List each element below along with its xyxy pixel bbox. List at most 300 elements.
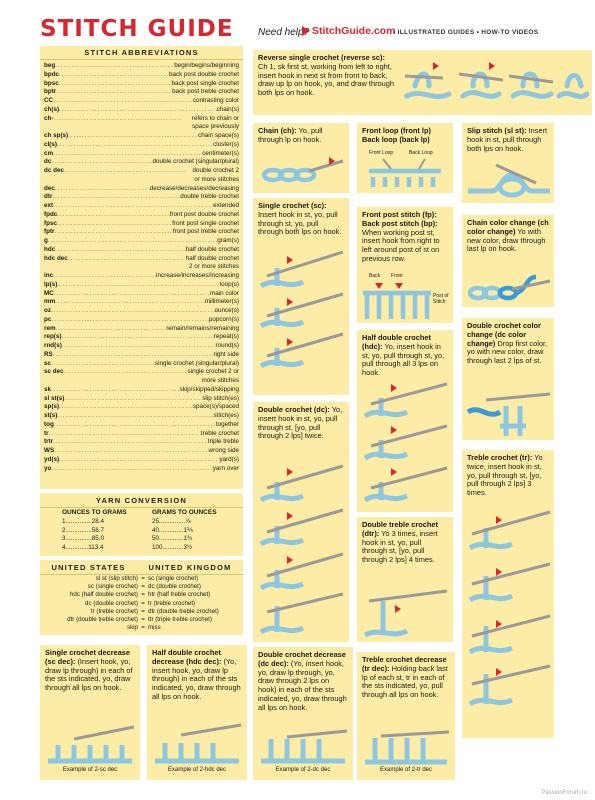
dc-cc-body: Drop first color, yo with new color, draw through last 2 lps of st. — [467, 338, 548, 366]
oz-row: 2...............56.7 — [62, 526, 104, 534]
abbreviation-row — [44, 465, 239, 474]
abbreviation-row — [44, 333, 239, 342]
abbreviation-value: ounce(s) — [214, 307, 239, 314]
abbreviation-value: right side — [213, 350, 239, 358]
leader-dots — [59, 456, 219, 465]
abbreviation-row — [44, 456, 239, 465]
abbreviation-row — [44, 430, 239, 439]
arrow-icon — [302, 26, 310, 36]
leader-dots — [52, 193, 180, 202]
abbreviation-key: tog — [44, 420, 54, 428]
tr-illustration — [466, 508, 552, 734]
slip-stitch-text — [462, 123, 554, 153]
term-row — [40, 583, 219, 591]
equals-sign: = — [141, 591, 145, 599]
fp-illustration — [361, 281, 433, 321]
equals-sign: = — [141, 616, 145, 624]
abbreviation-value: half double crochet — [185, 245, 239, 253]
abbreviation-key: bptr — [44, 88, 57, 96]
abbreviation-value: front post treble crochet — [172, 228, 239, 236]
abbreviation-row — [44, 246, 239, 255]
g-row: 50..............1¾ — [152, 535, 193, 543]
us-term: tr (treble crochet) — [90, 607, 138, 615]
dtr-body: Yo 3 times, insert hook in st, yo, pull through st, [yo, pull through 2 lps] 4 times. — [362, 528, 438, 565]
abbreviation-row — [44, 403, 239, 412]
post-label: Post of Stitch — [433, 293, 449, 305]
abbreviation-row — [44, 368, 239, 386]
abbreviation-key: tr — [44, 429, 49, 437]
abbreviation-key: dc dec — [44, 167, 64, 174]
reverse-sc-body: Ch 1, sk first st, working from left to right, insert hook in next st from front to back, draw up lp on hook, yo, and draw through both lps on hook. — [258, 61, 394, 98]
abbreviation-value: chain space(s) — [198, 132, 239, 139]
reverse-sc-title: Reverse single crochet (reverse sc): — [258, 53, 385, 62]
abbreviation-key: sc dec — [44, 368, 64, 376]
card-reverse-sc — [253, 50, 592, 115]
abbreviation-key: beg — [44, 62, 56, 69]
slip-stitch-title: Slip stitch (sl st): — [467, 126, 527, 135]
abbreviation-value: back post single crochet — [171, 79, 239, 87]
abbreviation-key: bpsc — [44, 79, 59, 87]
uk-term: dtr (double treble crochet) — [148, 607, 219, 615]
leader-dots — [64, 395, 202, 404]
uk-term: htr (half treble crochet) — [148, 591, 211, 599]
uk-term: ttr (triple treble crochet) — [148, 616, 212, 624]
abbreviation-row — [44, 342, 239, 351]
dc-dec-body: (Yo, insert hook, yo, draw lp through, yo, draw through 2 lps on hook) in each of the sts indicated, yo, draw through all lps on hook. — [258, 658, 347, 712]
abbreviation-key: g — [44, 237, 48, 244]
equals-sign: = — [141, 624, 145, 632]
leader-dots — [64, 167, 186, 185]
abbreviation-row — [44, 150, 239, 159]
abbreviation-row — [44, 167, 239, 185]
dc-cc-illustration — [466, 390, 552, 438]
chain-title: Chain (ch): — [258, 126, 297, 135]
abbreviation-value: single crochet 2 or more stitches — [187, 368, 239, 384]
hdc-title: Half double crochet (hdc): — [362, 333, 431, 351]
leader-dots — [57, 211, 169, 220]
us-term: sl st (slip stitch) — [95, 575, 138, 582]
equals-sign: = — [141, 583, 145, 591]
abbreviation-key: fpdc — [44, 210, 58, 218]
abbreviation-value: extended — [213, 202, 239, 209]
abbreviation-key: hdc dec — [44, 254, 68, 262]
leader-dots — [51, 316, 209, 325]
oz-row: 1...............28.4 — [62, 518, 104, 526]
chain-body: Yo, pull through lp on hook. — [258, 126, 323, 144]
abbreviation-row — [44, 360, 239, 369]
card-front-post — [357, 207, 453, 323]
abbreviation-value: wrong side — [208, 447, 239, 454]
tr-dec-illustration — [361, 730, 451, 766]
abbreviation-value: front post single crochet — [172, 219, 239, 227]
abbreviation-row — [44, 141, 239, 150]
abbreviation-key: hdc — [44, 245, 56, 253]
leader-dots — [53, 438, 208, 447]
tr-dec-text — [357, 652, 455, 700]
abbreviation-key: sp(s) — [44, 403, 60, 411]
header-links: • ILLUSTRATED GUIDES • HOW-TO VIDEOS — [393, 29, 539, 36]
leader-dots — [54, 421, 216, 430]
abbreviation-row — [44, 158, 239, 167]
leader-dots — [51, 360, 155, 369]
need-help-text: Need help? — [258, 27, 310, 38]
uk-term: tr (treble crochet) — [148, 599, 196, 607]
us-term: hdc (half double crochet) — [69, 591, 138, 599]
hdc-dec-text — [147, 645, 247, 702]
abbreviation-value: cluster(s) — [213, 140, 239, 148]
hdc-dec-illustration — [151, 721, 243, 765]
sc-dec-text — [40, 645, 140, 693]
us-term: dc (double crochet) — [85, 599, 138, 607]
abbreviation-row — [44, 185, 239, 194]
hdc-dec-caption: Example of 2-hdc dec — [167, 767, 227, 773]
leader-dots — [68, 132, 198, 141]
leader-dots — [53, 150, 202, 159]
terms-list — [40, 575, 219, 632]
abbreviation-key: lp(s) — [44, 280, 58, 288]
abbreviation-key: WS — [44, 447, 55, 454]
equals-sign: = — [141, 607, 145, 615]
tr-dec-body: Holding back last lp of each st, tr in each of the sts indicated, yo, pull through all lps on hook. — [362, 663, 448, 700]
leader-dots — [57, 412, 213, 421]
abbreviation-row — [44, 298, 239, 307]
sc-body: Insert hook in st, yo, pull through st, yo, pull through both lps on hook. — [258, 209, 342, 237]
leader-dots — [55, 185, 150, 194]
leader-dots — [59, 106, 217, 115]
leader-dots — [51, 465, 212, 474]
abbreviation-key: ch sp(s) — [44, 132, 69, 139]
abbreviation-value: popcorn(s) — [208, 315, 239, 323]
abbreviation-key: mm — [44, 298, 56, 306]
back-label: Back — [369, 273, 381, 279]
leader-dots — [55, 62, 174, 71]
abbreviation-row — [44, 106, 239, 115]
ch-cc-title: Chain color change (ch color change) — [467, 218, 549, 236]
leader-dots — [49, 430, 201, 439]
leader-dots — [51, 386, 179, 395]
grams-heading: GRAMS TO OUNCES — [152, 509, 217, 516]
abbreviation-key: sk — [44, 385, 52, 393]
leader-dots — [53, 351, 214, 360]
uk-heading: UNITED KINGDOM — [148, 563, 232, 572]
us-term: dtr (double treble crochet) — [67, 616, 138, 624]
abbreviation-key: oz — [44, 307, 51, 314]
fp-title: Front post stitch (fp): Back post stitch (bp): — [362, 210, 438, 228]
yarn-conversion-panel — [40, 493, 243, 556]
abbreviation-row — [44, 132, 239, 141]
abbreviation-value: chain(s) — [216, 105, 239, 113]
leader-dots — [64, 368, 186, 386]
card-sc-decrease — [40, 645, 140, 780]
dtr-illustration — [361, 587, 449, 639]
abbreviation-row — [44, 438, 239, 447]
abbreviation-row — [44, 281, 239, 290]
front-label: Front — [391, 273, 403, 279]
card-slip-stitch — [462, 123, 554, 203]
ounces-heading: OUNCES TO GRAMS — [62, 509, 127, 516]
sc-illustration — [257, 246, 345, 392]
abbreviation-value: double treble crochet — [180, 193, 239, 201]
abbreviation-row — [44, 211, 239, 220]
abbreviation-key: inc — [44, 272, 54, 279]
card-double-treble-crochet — [357, 517, 453, 642]
abbreviation-value: slip stitch(es) — [202, 394, 239, 402]
card-chain — [253, 123, 349, 193]
leader-dots — [53, 202, 213, 211]
abbreviation-value: decrease/decreases/decreasing — [149, 184, 239, 192]
abbreviation-value: gram(s) — [217, 237, 239, 244]
loop-text — [357, 123, 453, 145]
abbreviation-key: sc — [44, 359, 52, 367]
ounces-to-grams — [62, 509, 127, 552]
abbreviation-row — [44, 115, 239, 133]
abbreviation-value: double crochet (singular/plural) — [152, 158, 239, 166]
sc-dec-body: (Insert hook, yo, draw lp through) in each of the sts indicated, yo, draw through all lps on hook. — [45, 656, 133, 693]
abbreviation-row — [44, 272, 239, 281]
g-row: 100............3½ — [152, 543, 193, 551]
leader-dots — [59, 71, 169, 80]
yarn-conversion-title: YARN CONVERSION — [40, 496, 243, 508]
fp-text — [357, 207, 453, 264]
us-heading: UNITED STATES — [51, 563, 126, 572]
hdc-text — [357, 330, 453, 378]
tr-text — [462, 450, 554, 498]
dc-title: Double crochet (dc): — [258, 405, 330, 414]
abbreviation-key: ch(s) — [44, 105, 60, 113]
g-row: 25...............⅞ — [152, 518, 191, 526]
abbreviation-value: yard(s) — [219, 455, 239, 463]
abbreviation-key: rep(s) — [44, 333, 62, 341]
leader-dots — [53, 115, 180, 133]
abbreviation-key: ch- — [44, 114, 54, 122]
leader-dots — [56, 325, 167, 334]
leader-dots — [57, 281, 219, 290]
abbreviation-value: single crochet (singular/plural) — [155, 359, 239, 367]
ch-cc-illustration — [466, 271, 552, 305]
term-row — [40, 608, 219, 616]
leader-dots — [53, 97, 193, 106]
abbreviation-row — [44, 255, 239, 273]
abbreviation-row — [44, 88, 239, 97]
abbreviation-value: contrasting color — [192, 97, 239, 104]
card-dc-decrease — [253, 647, 353, 780]
grams-to-ounces — [152, 509, 217, 552]
abbreviation-row — [44, 193, 239, 202]
leader-dots — [51, 307, 215, 316]
leader-dots — [62, 342, 216, 351]
term-row — [40, 600, 219, 608]
abbreviation-value: repeat(s) — [213, 333, 239, 341]
abbreviation-row — [44, 307, 239, 316]
slip-stitch-body: Insert hook in st, pull through both lps on hook. — [467, 126, 548, 153]
uk-term: dc (double crochet) — [148, 583, 201, 591]
page-title: STITCH GUIDE — [40, 16, 234, 42]
sc-dec-illustration — [44, 721, 136, 765]
reverse-sc-illustration — [403, 56, 589, 112]
oz-row: 4.............113.4 — [62, 543, 104, 551]
slip-stitch-illustration — [466, 161, 552, 201]
chain-illustration — [259, 153, 345, 189]
abbreviation-row — [44, 97, 239, 106]
abbreviation-value: triple treble — [207, 438, 239, 446]
oz-row: 3...............85.0 — [62, 535, 104, 543]
leader-dots — [56, 88, 172, 97]
abbreviation-row — [44, 228, 239, 237]
abbreviation-key: cl(s) — [44, 140, 57, 148]
dc-dec-text — [253, 647, 353, 713]
abbreviation-value: treble crochet — [200, 429, 239, 437]
abbreviation-value: loop(s) — [219, 280, 239, 288]
tr-dec-caption: Example of 2-tr dec — [379, 767, 433, 773]
abbreviation-key: rem — [44, 324, 56, 332]
abbreviation-row — [44, 316, 239, 325]
card-double-crochet — [253, 402, 349, 642]
loop-illustration — [363, 157, 449, 189]
dc-dec-caption: Example of 2-dc dec — [275, 767, 331, 773]
card-chain-color-change — [462, 215, 554, 307]
abbreviation-row — [44, 62, 239, 71]
equals-sign: = — [141, 575, 145, 582]
us-uk-header — [40, 563, 243, 575]
g-row: 40..............1⅖ — [152, 526, 194, 534]
leader-dots — [54, 447, 208, 456]
us-uk-panel — [40, 560, 243, 635]
abbreviation-value: together — [215, 420, 239, 428]
ch-cc-text — [462, 215, 554, 254]
ch-cc-body: Yo with new color, draw through last lp on hook. — [467, 226, 546, 254]
hdc-dec-title: Half double crochet decrease (hdc dec): — [152, 648, 222, 666]
abbreviation-key: dtr — [44, 193, 53, 201]
abbreviation-row — [44, 395, 239, 404]
abbreviation-value: yarn over — [212, 464, 239, 472]
hdc-body: Yo, insert hook in st, yo, pull through st, yo, pull through all 3 lps on hook. — [362, 341, 445, 378]
tr-body: Yo twice, insert hook in st, yo, pull through st, [yo, pull through 2 lps] 3 times. — [467, 453, 543, 498]
leader-dots — [59, 403, 193, 412]
abbreviation-key: CC — [44, 97, 54, 104]
abbreviations-title: STITCH ABBREVIATIONS — [40, 48, 243, 60]
term-row — [40, 591, 219, 599]
leader-dots — [68, 255, 184, 273]
abbreviation-key: ext — [44, 202, 54, 209]
leader-dots — [48, 237, 217, 246]
abbreviation-key: dec — [44, 184, 55, 192]
abbreviation-key: yd(s) — [44, 455, 60, 463]
leader-dots — [53, 272, 156, 281]
abbreviation-value: double crochet 2 or more stitches — [192, 167, 239, 183]
leader-dots — [57, 141, 213, 150]
abbreviation-value: begin/begins/beginning — [174, 62, 239, 69]
abbreviation-value: back post double crochet — [168, 70, 239, 78]
abbreviation-value: main color — [209, 289, 239, 297]
abbreviation-key: fptr — [44, 228, 55, 236]
card-front-back-loop — [357, 123, 453, 193]
leader-dots — [55, 298, 205, 307]
abbreviation-value: stitch(es) — [213, 412, 239, 419]
abbreviation-row — [44, 351, 239, 360]
abbreviation-key: trtr — [44, 438, 54, 446]
term-row — [40, 616, 219, 624]
abbreviation-row — [44, 447, 239, 456]
abbreviation-key: yo — [44, 464, 52, 472]
hdc-dec-body: (Yo, insert hook, yo, draw lp through) in each of the sts indicated, yo, draw through all lps on hook. — [152, 656, 241, 701]
abbreviation-value: increase/increases/increasing — [156, 272, 239, 279]
leader-dots — [57, 220, 172, 229]
dc-illustration — [257, 460, 345, 640]
abbreviation-row — [44, 237, 239, 246]
uk-term: miss — [148, 624, 161, 632]
abbreviation-row — [44, 325, 239, 334]
us-term: sc (single crochet) — [87, 583, 138, 591]
abbreviation-value: centimeter(s) — [202, 149, 239, 157]
abbreviation-row — [44, 220, 239, 229]
dc-text — [253, 402, 349, 441]
chain-text — [253, 123, 349, 145]
front-loop-label: Front Loop — [369, 150, 394, 156]
leader-dots — [55, 228, 173, 237]
leader-dots — [59, 80, 172, 89]
site-name: StitchGuide.com — [312, 25, 396, 37]
sc-dec-title: Single crochet decrease (sc dec): — [45, 648, 131, 666]
abbreviation-value: back post treble crochet — [172, 88, 239, 96]
back-loop-label: Back Loop — [409, 150, 433, 156]
abbreviation-row — [44, 202, 239, 211]
abbreviation-row — [44, 71, 239, 80]
abbreviation-key: sl st(s) — [44, 394, 65, 402]
card-hdc-decrease — [147, 645, 247, 780]
dtr-text — [357, 517, 453, 565]
abbreviation-row — [44, 421, 239, 430]
card-treble-crochet — [462, 450, 554, 738]
abbreviation-row — [44, 290, 239, 299]
abbreviation-value: space(s)/spaced — [192, 403, 239, 411]
dc-cc-title: Double crochet color change (dc color change) — [467, 321, 541, 348]
term-row — [40, 624, 219, 632]
card-single-crochet — [253, 198, 349, 395]
tr-dec-title: Treble crochet decrease (tr dec): — [362, 655, 447, 673]
abbreviations-panel — [40, 46, 243, 489]
dc-body: Yo, insert hook in st, yo, pull through st, [yo, pull through 2 lps] twice. — [258, 405, 343, 441]
loop-title: Front loop (front lp) Back loop (back lp) — [362, 126, 431, 144]
sc-dec-caption: Example of 2-sc dec — [62, 767, 118, 773]
abbreviations-list — [44, 62, 239, 473]
tr-title: Treble crochet (tr): — [467, 453, 533, 462]
leader-dots — [54, 290, 210, 299]
abbreviation-value: millimeter(s) — [204, 298, 239, 306]
term-row — [40, 575, 219, 583]
abbreviation-key: st(s) — [44, 412, 58, 419]
abbreviation-value: front post double crochet — [169, 210, 239, 218]
reverse-sc-text — [253, 50, 401, 98]
abbreviation-value: skip/skipped/skipping — [179, 385, 239, 393]
abbreviation-key: cm — [44, 149, 54, 157]
equals-sign: = — [141, 599, 145, 607]
abbreviation-key: MC — [44, 289, 54, 297]
site-logo[interactable] — [302, 25, 395, 37]
abbreviation-key: dc — [44, 158, 52, 166]
abbreviation-row — [44, 80, 239, 89]
card-half-double-crochet — [357, 330, 453, 512]
fp-body: When working post st, insert hook from right to left around post of st on previous row. — [362, 227, 440, 263]
footer-watermark: PassionForum.ru — [541, 790, 587, 796]
abbreviation-value: remain/remains/remaining — [166, 324, 239, 332]
abbreviation-value: refers to chain or space previously — [191, 114, 239, 130]
abbreviation-key: pc — [44, 315, 52, 323]
sc-text — [253, 198, 349, 237]
abbreviation-key: fpsc — [44, 219, 57, 227]
dc-cc-text — [462, 318, 554, 366]
dc-dec-title: Double crochet decrease (dc dec): — [258, 650, 346, 668]
abbreviation-key: rnd(s) — [44, 342, 62, 349]
